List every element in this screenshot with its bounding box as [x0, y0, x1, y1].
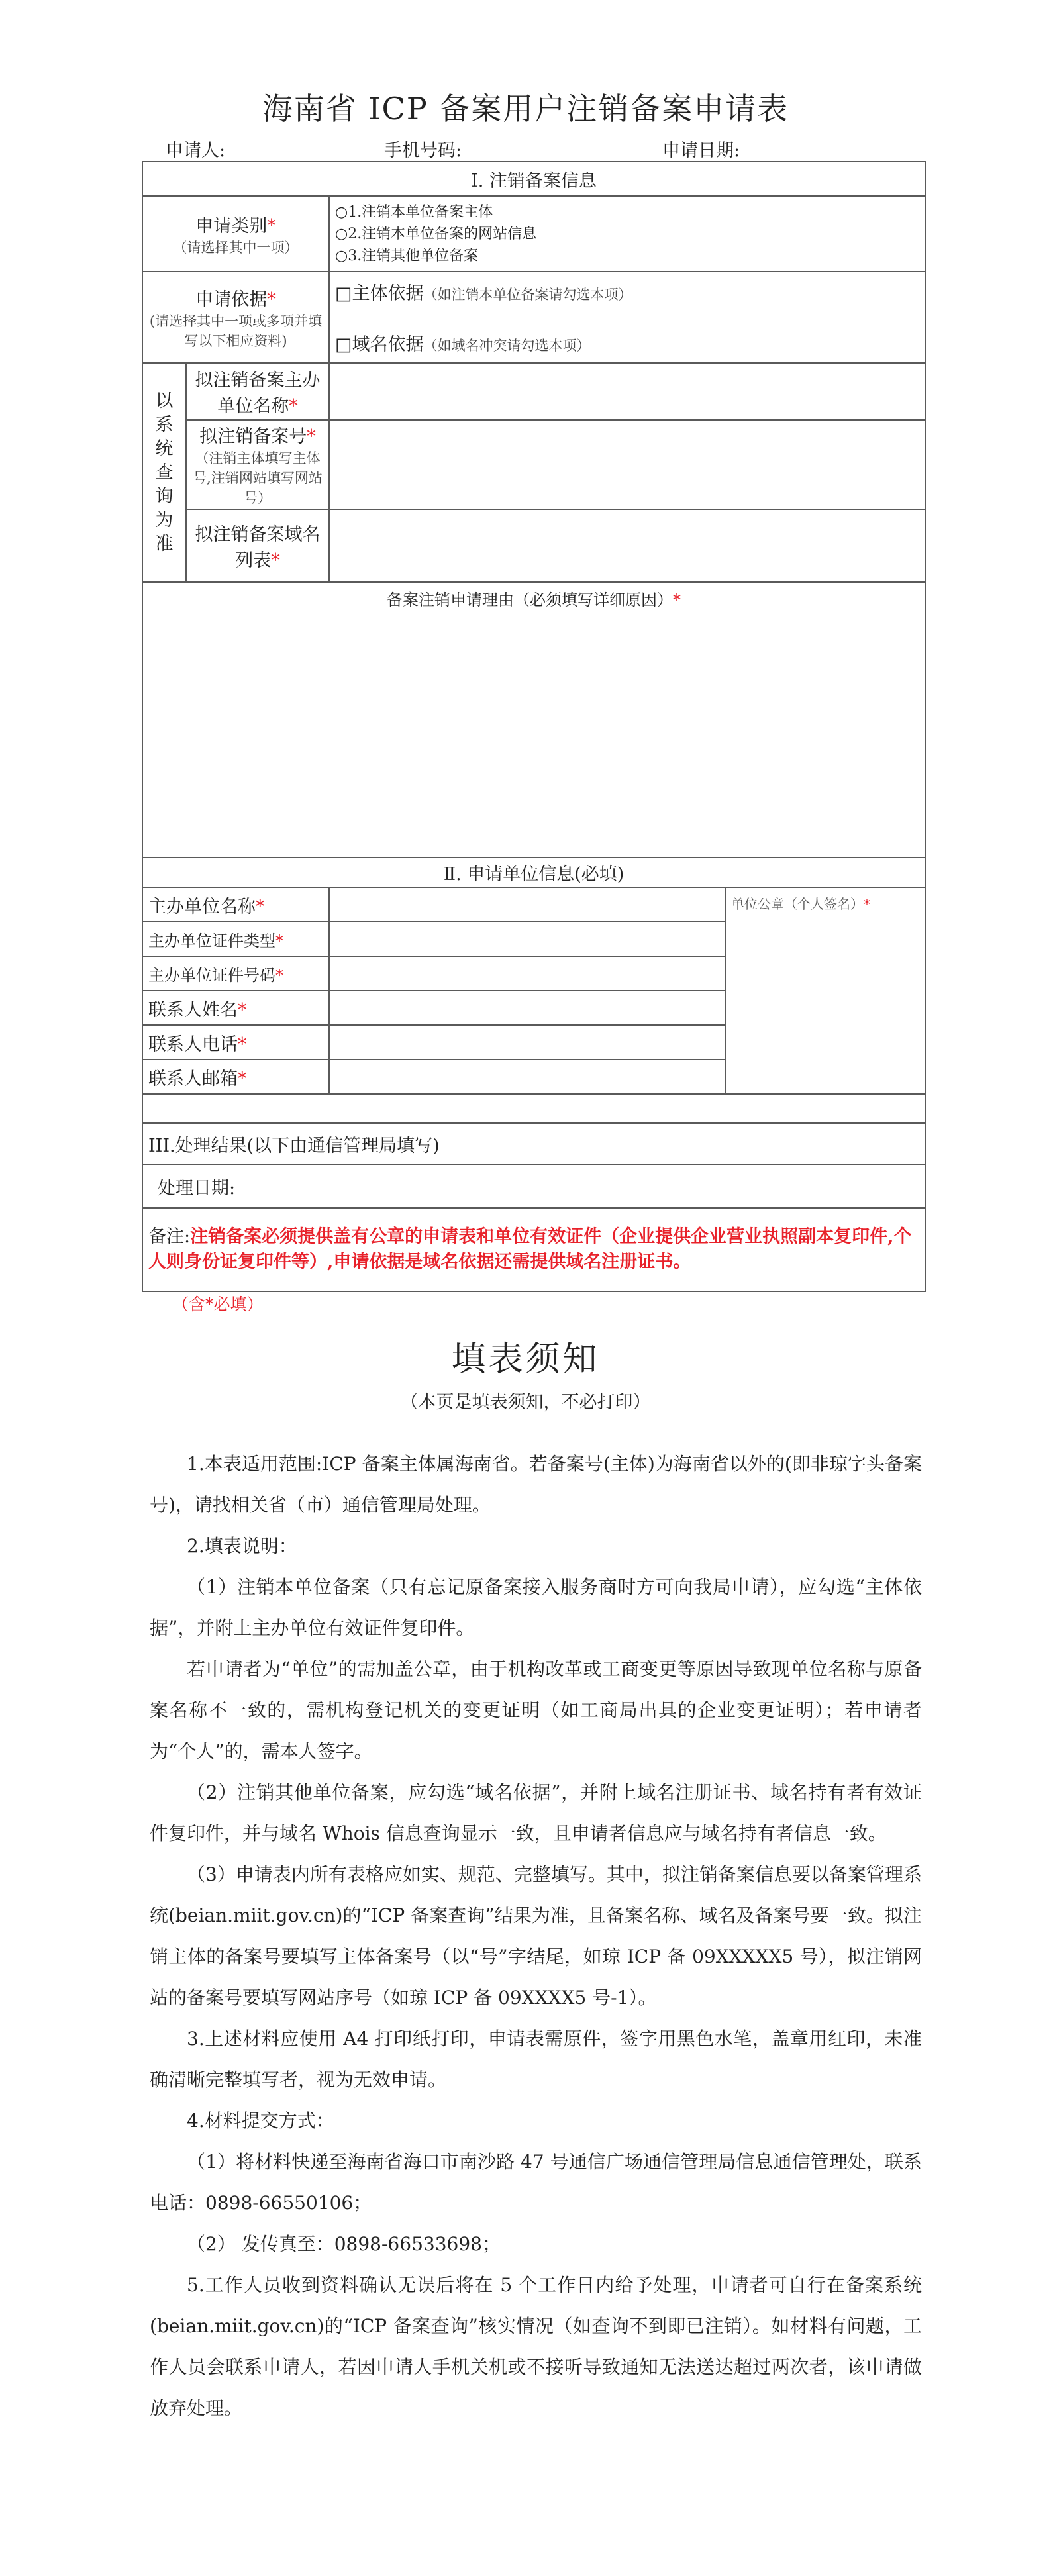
- field-unit-name-input[interactable]: [329, 887, 725, 922]
- field-cert-no-input[interactable]: [329, 956, 725, 991]
- field-contact-phone-input[interactable]: [329, 1025, 725, 1060]
- section3-heading: III.处理结果(以下由通信管理局填写): [142, 1123, 925, 1164]
- system-query-label: 以系统查询为准: [142, 363, 186, 582]
- field-cert-type-input[interactable]: [329, 922, 725, 956]
- domain-basis-checkbox[interactable]: □域名依据: [335, 334, 424, 355]
- section1-heading: Ⅰ. 注销备案信息: [142, 162, 925, 196]
- field-cert-no: 主办单位证件号码*: [142, 956, 329, 991]
- notice-paragraph: 5.工作人员收到资料确认无误后将在 5 个工作日内给予处理，申请者可自行在备案系统(beian.miit.gov.cn)的“ICP 备案查询”核实情况（如查询不到即已注销）。如材料有问题，工作人员会联系申请人，若因申请人手机关机或不接听导致通知无法送达超过两次者，该申请做放弃处理。: [150, 2274, 922, 2419]
- notice-paragraph: 3.上述材料应使用 A4 打印纸打印，申请表需原件，签字用黑色水笔，盖章用红印，未准确清晰完整填写者，视为无效申请。: [150, 2028, 922, 2091]
- unit-name-field[interactable]: [329, 363, 925, 420]
- process-date-cell: 处理日期:: [142, 1164, 925, 1208]
- field-contact-name-input[interactable]: [329, 991, 725, 1025]
- type-option-1-radio[interactable]: ○1.注销本单位备案主体: [335, 203, 493, 221]
- record-no-field[interactable]: [329, 420, 925, 509]
- section2-heading: Ⅱ. 申请单位信息(必填): [142, 858, 925, 887]
- reason-cell[interactable]: 备案注销申请理由（必须填写详细原因）*: [142, 582, 925, 858]
- unit-name-label-cell: 拟注销备案主办单位名称*: [186, 363, 329, 420]
- apply-type-cell: 申请类别* （请选择其中一项）: [142, 196, 329, 272]
- type-option-2-radio[interactable]: ○2.注销本单位备案的网站信息: [335, 225, 537, 242]
- apply-basis-hint: (请选择其中一项或多项并填写以下相应资料): [149, 313, 323, 349]
- field-contact-email-input[interactable]: [329, 1060, 725, 1094]
- apply-basis-label: 申请依据: [195, 289, 268, 310]
- note-label: 备注:: [148, 1226, 191, 1247]
- notice-subtitle: （本页是填表须知，不必打印）: [400, 1392, 651, 1412]
- notice-paragraph: 4.材料提交方式：: [187, 2110, 334, 2132]
- note-cell: [142, 1208, 925, 1291]
- field-unit-name: 主办单位名称*: [142, 887, 329, 922]
- record-no-hint: （注销主体填写主体号,注销网站填写网站号）: [193, 450, 323, 506]
- notice-paragraph: 2.填表说明：: [187, 1535, 297, 1557]
- apply-type-label: 申请类别: [195, 215, 268, 236]
- notice-paragraph: 若申请者为“单位”的需加盖公章，由于机构改革或工商变更等原因导致现单位名称与原备案名称不一致的，需机构登记机关的变更证明（如工商局出具的企业变更证明）；若申请者为“个人”的，需本人签字。: [150, 1658, 922, 1762]
- notice-paragraph: （1）将材料快递至海南省海口市南沙路 47 号通信广场通信管理局信息通信管理处，联系电话：0898-66550106；: [150, 2151, 922, 2214]
- record-no-label-cell: 拟注销备案号* （注销主体填写主体号,注销网站填写网站号）: [186, 420, 329, 509]
- phone-label: 手机号码:: [384, 140, 462, 161]
- note-text: 注销备案必须提供盖有公章的申请表和单位有效证件（企业提供企业营业执照副本复印件,个人则身份证复印件等）,申请依据是域名依据还需提供域名注册证书。: [148, 1226, 912, 1272]
- apply-type-hint: （请选择其中一项）: [173, 239, 299, 256]
- field-cert-type: 主办单位证件类型*: [142, 922, 329, 956]
- notice-body: [150, 1444, 922, 2429]
- subject-basis-checkbox[interactable]: □主体依据: [335, 283, 424, 304]
- application-form-table: [142, 161, 926, 1292]
- field-contact-name: 联系人姓名*: [142, 991, 329, 1025]
- notice-paragraph: （2）注销其他单位备案，应勾选“域名依据”，并附上域名注册证书、域名持有者有效证件复印件，并与域名 Whois 信息查询显示一致，且申请者信息应与域名持有者信息一致。: [150, 1781, 922, 1844]
- notice-title: 填表须知: [451, 1340, 600, 1379]
- type-option-3-radio[interactable]: ○3.注销其他单位备案: [335, 247, 479, 264]
- required-legend: （含*必填）: [172, 1295, 264, 1314]
- domain-basis-note: （如域名冲突请勾选本项）: [423, 338, 591, 354]
- seal-label: 单位公章（个人签名）: [731, 896, 864, 912]
- subject-basis-note: （如注销本单位备案请勾选本项）: [423, 287, 632, 303]
- apply-basis-options: [329, 272, 925, 363]
- field-contact-phone: 联系人电话*: [142, 1025, 329, 1060]
- date-label: 申请日期:: [662, 140, 740, 161]
- domain-list-field[interactable]: [329, 509, 925, 582]
- notice-paragraph: 1.本表适用范围:ICP 备案主体属海南省。若备案号(主体)为海南省以外的(即非琼字头备案号)，请找相关省（市）通信管理局处理。: [150, 1453, 922, 1516]
- notice-paragraph: （2） 发传真至：0898-66533698；: [187, 2233, 501, 2255]
- unit-seal-cell: 单位公章（个人签名）*: [725, 887, 925, 1094]
- applicant-label: 申请人:: [166, 140, 226, 161]
- reason-label: 备案注销申请理由（必须填写详细原因）: [387, 591, 674, 609]
- domain-list-label-cell: 拟注销备案域名列表*: [186, 509, 329, 582]
- field-contact-email: 联系人邮箱*: [142, 1060, 329, 1094]
- spacer-row: [142, 1094, 925, 1123]
- apply-basis-cell: 申请依据* (请选择其中一项或多项并填写以下相应资料): [142, 272, 329, 363]
- apply-type-options: [329, 196, 925, 272]
- notice-paragraph: （1）注销本单位备案（只有忘记原备案接入服务商时方可向我局申请），应勾选“主体依据”，并附上主办单位有效证件复印件。: [150, 1576, 922, 1639]
- notice-paragraph: （3）申请表内所有表格应如实、规范、完整填写。其中，拟注销备案信息要以备案管理系统(beian.miit.gov.cn)的“ICP 备案查询”结果为准，且备案名称、域名及备案号要一致。拟注销主体的备案号要填写主体备案号（以“号”字结尾，如琼 ICP 备 09XXXXX5 号），拟注销网站的备案号要填写网站序号（如琼 ICP 备 09XXXX5 号-1）。: [150, 1863, 922, 2008]
- page-title: 海南省 ICP 备案用户注销备案申请表: [262, 91, 789, 126]
